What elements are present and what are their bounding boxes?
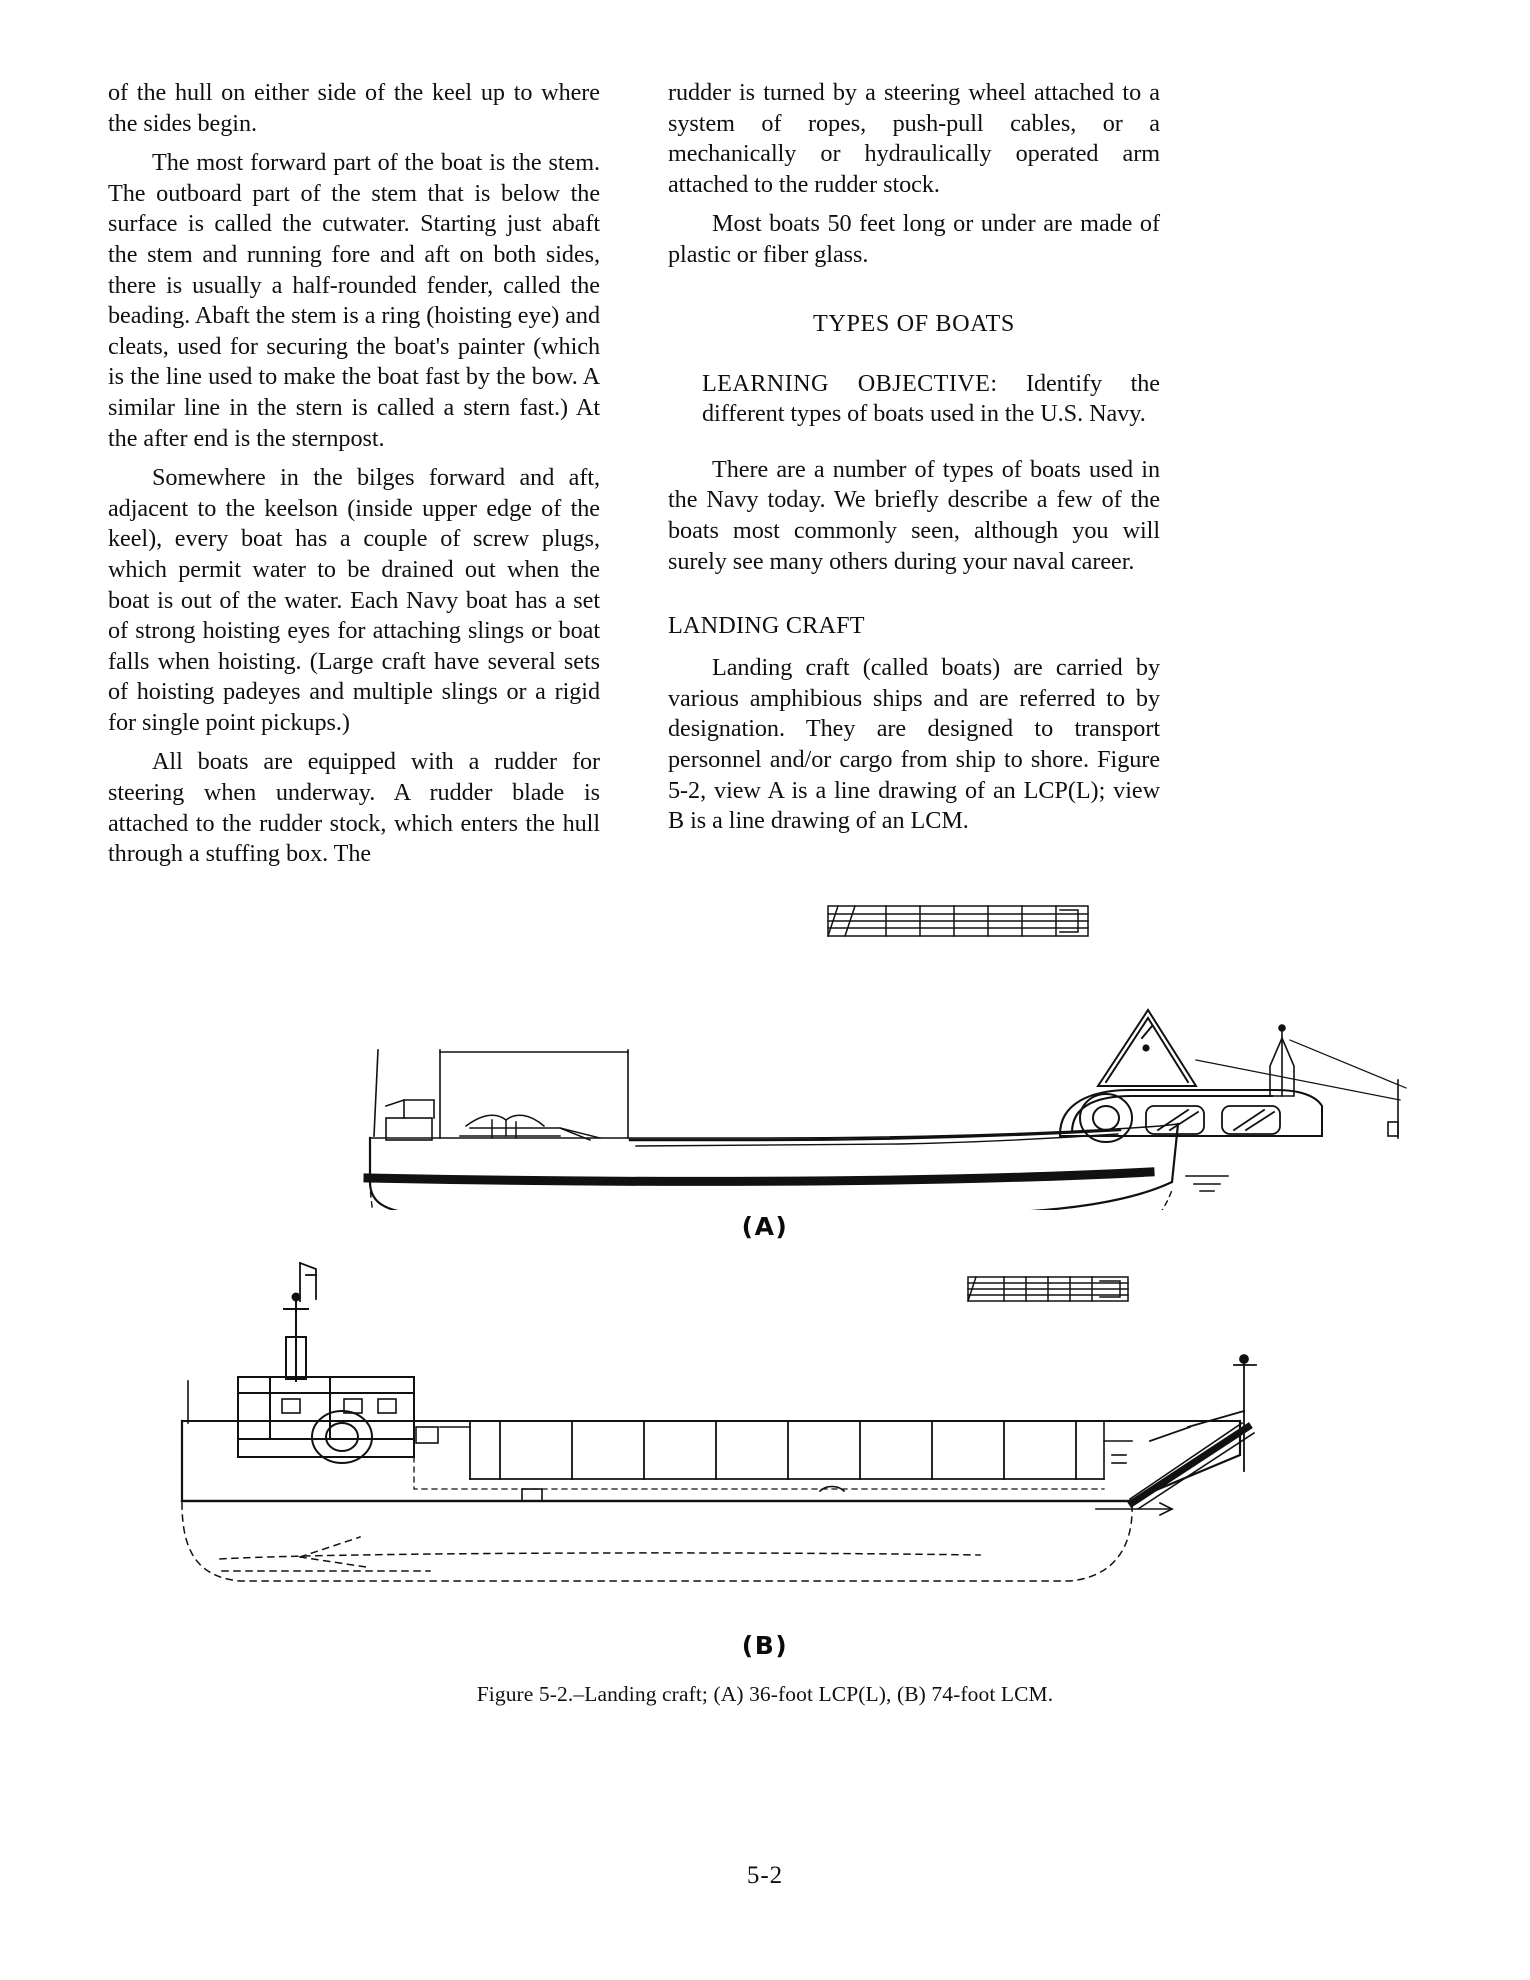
page-number: 5-2 [746, 1862, 784, 1889]
figure-view-a-lcpl [0, 890, 1530, 1241]
lcm-deckhouse [238, 1377, 414, 1457]
lcpl-stern-staff [374, 1050, 378, 1136]
lcm-underwater-hidden-lines [182, 1503, 1132, 1581]
section-heading-types-of-boats: TYPES OF BOATS [813, 309, 1015, 337]
lcpl-waterline-stripe [368, 1172, 1150, 1181]
paragraph-types-overview: There are a number of types of boats used in the Navy today. We briefly describe a few of the boats most commonly seen, although you will surely see many others during your naval career. [668, 455, 1160, 575]
paragraph-rudder-continuation: rudder is turned by a steering wheel attached to a system of ropes, push-pull cables, or a mechanically or hydraulically operated arm attached to the rudder stock. [668, 79, 1160, 198]
paragraph-stem-cutwater: The most forward part of the boat is the stem. The outboard part of the stem that is below the surface is called the cutwater. Starting just abaft the stem and running fore and aft on both sides, there is usually a half-rounded fender, called the beading. Abaft the stem is a ring (hoisting eye) and cleats, used for securing the boat's painter (which is the line used to make the boat fast by the bow. A similar line in the stern is called a stern fast.) At the after end is the sternpost. [108, 149, 600, 452]
paragraph-bilges-plugs: Somewhere in the bilges forward and aft, adjacent to the keelson (inside upper edge of the keel), every boat has a couple of screw plugs, which permit water to be drained out when the boat is out of the water. Each Navy boat has a set of strong hoisting eyes for attaching slings or boat falls when hoisting. (Large craft have several sets of hoisting padeyes and multiple slings or a rigid for single point pickups.) [108, 464, 600, 736]
objective-spacer [668, 439, 1160, 455]
figure-view-a-label: (A) [741, 1212, 789, 1241]
two-column-body [108, 78, 1418, 879]
subsection-heading-landing-craft: LANDING CRAFT [668, 612, 865, 640]
lcpl-waterline-ticks [1186, 1176, 1228, 1191]
paragraph-hull-sides: of the hull on either side of the keel up to where the sides begin. [108, 79, 600, 137]
lcm-plan-inset [968, 1277, 1128, 1301]
lcpl-forward-mast [1270, 1025, 1294, 1096]
lcm-inner-deck-dashed [414, 1457, 1104, 1489]
lcpl-windshield [1098, 1010, 1196, 1086]
paragraph-plastic-fiberglass: Most boats 50 feet long or under are made of plastic or fiber glass. [668, 210, 1160, 268]
lcpl-stern-locker [386, 1100, 434, 1140]
paragraph-rudder-steering: All boats are equipped with a rudder for steering when underway. A rudder blade is attached to the rudder stock, which enters the hull through a stuffing box. The [108, 748, 600, 868]
lcpl-hull-outline [370, 1124, 1178, 1210]
lcm-stern-davit [300, 1263, 316, 1301]
lcm-cargo-well-frames [470, 1421, 1104, 1479]
lcm-bow-ramp [1130, 1423, 1254, 1509]
lcm-mast [284, 1294, 308, 1382]
figure-view-b-label: (B) [741, 1631, 789, 1660]
lcpl-cabin-windows [1146, 1106, 1280, 1134]
figure-5-2 [0, 890, 1530, 1707]
lcm-round-port [312, 1411, 372, 1463]
lcpl-bow-bitt [1388, 1080, 1398, 1138]
lcpl-underwater-hidden-lines [370, 1182, 1172, 1210]
paragraph-landing-craft: Landing craft (called boats) are carried by various amphibious ships and are referred to by designation. They are designed to transport personnel and/or cargo from ship to shore. Figure 5-2, view A is a line drawing of an LCP(L); view B is a line drawing of an LCM. [668, 654, 1160, 835]
lcm-bow-bulkhead [1104, 1421, 1132, 1479]
right-text-column [668, 78, 1160, 879]
lcpl-plan-inset [828, 906, 1088, 936]
lcm-deck-fittings [416, 1427, 844, 1501]
figure-caption: Figure 5-2.–Landing craft; (A) 36-foot LCP(L), (B) 74-foot LCM. [476, 1682, 1054, 1706]
learning-objective [668, 369, 1160, 430]
lcpl-engine-seats [460, 1115, 600, 1140]
lcm-line-drawing [0, 1241, 1530, 1631]
figure-view-b-lcm [0, 1241, 1530, 1660]
lcm-hull-outline [182, 1421, 1240, 1501]
learning-objective-label: LEARNING OBJECTIVE: [702, 369, 998, 397]
lcpl-line-drawing [0, 890, 1530, 1210]
left-text-column [108, 78, 600, 879]
learning-objective-text: Identify the different types of boats used in the U.S. Navy. [702, 369, 1160, 428]
